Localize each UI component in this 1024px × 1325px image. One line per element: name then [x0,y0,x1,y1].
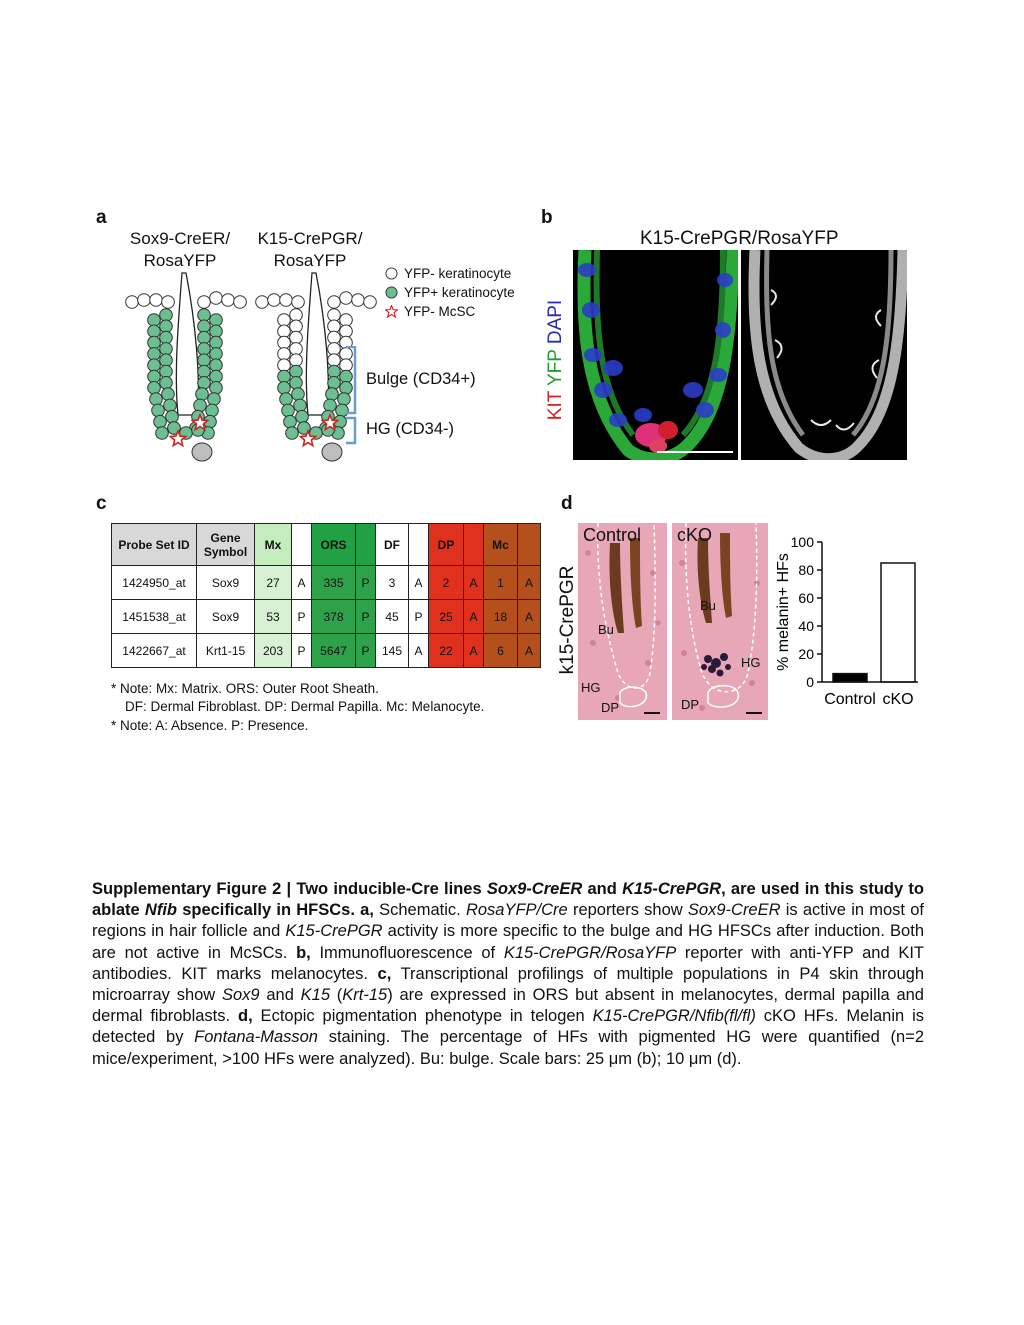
keratinocyte-cell [290,331,303,344]
table-cell: A [292,566,312,600]
melanin-bar-chart [770,525,930,715]
table-cell: Sox9 [197,566,255,600]
hg-label-control: HG [581,680,601,695]
caption-bold-it2: K15-CrePGR [622,880,722,898]
keratinocyte-cell [290,320,303,333]
keratinocyte-cell [256,296,269,309]
table-cell: A [518,600,541,634]
cko-image-label: cKO [677,525,713,545]
panel-d-label: d [561,493,573,514]
expression-table [111,523,541,668]
dermal-papilla [322,443,342,461]
bu-label-cko: Bu [700,598,716,613]
table-row [112,600,541,634]
table-cell: 5647 [312,634,356,668]
green-circle-icon [385,286,398,299]
keratinocyte-cell [328,309,341,322]
keratinocyte-cell [198,296,211,309]
caption-i9: Fontana-Masson [194,1028,318,1047]
keratinocyte-cell [154,415,167,428]
hg-label-cko: HG [741,655,761,670]
caption-t12: cKO HFs. Melanin is detected by [92,1007,924,1047]
table-header-row [112,524,541,566]
stain-yfp: YFP [545,349,566,387]
table-cell: A [409,634,429,668]
table-cell: 203 [255,634,292,668]
legend-yfp-neg [385,266,511,281]
y-tick-label: 60 [798,590,814,606]
genotype-sox9-line1: Sox9-CreER/ [129,229,231,248]
keratinocyte-cell [162,388,175,401]
keratinocyte-cell [148,348,161,361]
genotype-k15-line2: RosaYFP [273,251,347,270]
keratinocyte-cell [290,354,303,367]
note-abbrev-2: DF: Dermal Fibroblast. DP: Dermal Papilla. Mc: Melanocyte. [125,699,485,714]
table-cell: P [409,600,429,634]
legend-mcsc-text: YFP- McSC [404,304,476,319]
keratinocyte-cell [148,314,161,327]
caption-t13: staining. The percentage of HFs with pigmented HG were quantified (n=2 mice/experiment, >100 HFs were analyzed). Bu: bulge. Scale bars: 25 μm (b); 10 μm (d). [92,1028,924,1068]
caption-i4: K15-CrePGR/RosaYFP [503,943,677,962]
keratinocyte-cell [328,365,341,378]
legend-yfp-pos-text: YFP+ keratinocyte [404,285,515,300]
hair-shaft [176,273,198,415]
bulge-label: Bulge (CD34+) [366,370,476,388]
stain-label [541,290,571,430]
table-cell: Sox9 [197,600,255,634]
hg-label: HG (CD34-) [366,420,455,438]
keratinocyte-cell [208,393,221,406]
keratinocyte-cell [294,399,307,412]
keratinocyte-cell [282,404,295,417]
keratinocyte-cell [198,365,211,378]
caption-t1: Schematic. [373,901,466,920]
keratinocyte-cell [198,377,211,390]
table-cell: P [356,566,376,600]
keratinocyte-cell [160,331,173,344]
table-cell: 2 [429,566,464,600]
caption-i3: K15-CrePGR [285,922,383,941]
header-mc: Mc [484,524,518,566]
panel-c-label: c [96,493,107,514]
header-dp-call [464,524,484,566]
table-cell: 335 [312,566,356,600]
panel-b-label: b [541,207,553,228]
caption-bold-mid2: , are used in this study to ablate [92,880,924,920]
note-calls: * Note: A: Absence. P: Presence. [111,718,309,733]
caption-t5: Immunofluorescence of [310,943,504,962]
keratinocyte-cell [194,399,207,412]
keratinocyte-cell [150,393,163,406]
table-cell: P [356,634,376,668]
caption-t7: Transcriptional profilings of multiple populations in P4 skin through microarray show [92,964,924,1005]
keratinocyte-cell [160,320,173,333]
table-cell: 1 [484,566,518,600]
caption-i5: Sox9 [221,986,260,1005]
keratinocyte-cell [268,294,281,307]
table-cell: Krt1-15 [197,634,255,668]
keratinocyte-cell [278,382,291,395]
caption-b4: d, [238,1007,253,1026]
keratinocyte-cell [210,292,223,305]
table-cell: A [464,600,484,634]
caption-t9: ( [330,986,343,1005]
keratinocyte-cell [206,404,219,417]
header-mx-call [292,524,312,566]
d-side-label-text: k15-CrePGR [557,565,578,675]
table-cell: 22 [429,634,464,668]
table-cell: 53 [255,600,292,634]
keratinocyte-cell [278,370,291,383]
header-mx: Mx [255,524,292,566]
keratinocyte-cell [166,410,179,423]
x-tick-label: Control [824,691,876,708]
caption-bold-mid3: specifically in HFSCs. a, [176,901,374,920]
keratinocyte-cell [296,410,309,423]
keratinocyte-cell [164,399,177,412]
header-dp: DP [429,524,464,566]
caption-i1: RosaYFP/Cre [465,901,568,920]
table-cell: 145 [376,634,409,668]
caption-bold-it1: Sox9-CreER [486,880,583,898]
caption-t6: reporter with anti-YFP and KIT antibodies. KIT marks melanocytes. [92,943,925,983]
x-tick-label: cKO [882,691,914,708]
table-cell: 3 [376,566,409,600]
panel-b-title: K15-CrePGR/RosaYFP [640,228,839,249]
keratinocyte-cell [290,309,303,322]
keratinocyte-cell [198,309,211,322]
keratinocyte-cell [150,294,163,307]
caption-i7: Krt-15 [342,986,388,1005]
keratinocyte-cell [210,348,223,361]
keratinocyte-cell [286,427,299,440]
keratinocyte-cell [278,348,291,361]
bar-control [833,674,867,682]
caption-t10: ) are expressed in ORS but absent in melanocytes, dermal papilla and dermal fibroblasts. [92,986,924,1026]
keratinocyte-cell [160,377,173,390]
keratinocyte-cell [328,377,341,390]
keratinocyte-cell [292,388,305,401]
keratinocyte-cell [148,359,161,372]
keratinocyte-cell [156,427,169,440]
keratinocyte-cell [222,294,235,307]
keratinocyte-cell [152,404,165,417]
keratinocyte-cell [234,296,247,309]
keratinocyte-cell [328,320,341,333]
table-cell: P [292,634,312,668]
keratinocyte-cell [148,336,161,349]
caption-t3: is active in most of regions in hair follicle and [92,901,924,941]
table-cell: A [518,634,541,668]
keratinocyte-cell [364,296,377,309]
keratinocyte-cell [340,292,353,305]
table-cell: 45 [376,600,409,634]
bulge-hg-brackets [344,346,364,446]
keratinocyte-cell [198,320,211,333]
table-cell: 18 [484,600,518,634]
stain-dapi: DAPI [545,299,566,345]
caption-i2: Sox9-CreER [687,901,781,920]
keratinocyte-cell [198,354,211,367]
keratinocyte-cell [278,325,291,338]
legend-yfp-neg-text: YFP- keratinocyte [404,266,512,281]
caption-bold-it3: Nfib [144,901,177,920]
follicle-sox9 [126,273,247,461]
keratinocyte-cell [290,377,303,390]
caption-b3: c, [377,964,392,983]
table-cell: 6 [484,634,518,668]
table-cell: A [409,566,429,600]
keratinocyte-cell [210,336,223,349]
yfp-grayscale-image [741,250,907,460]
caption-t11: Ectopic pigmentation phenotype in telogen [252,1007,593,1026]
white-circle-icon [385,267,398,280]
keratinocyte-cell [160,365,173,378]
keratinocyte-cell [352,294,365,307]
header-df-call [409,524,429,566]
caption-t8: and [259,986,301,1005]
keratinocyte-cell [326,388,339,401]
keratinocyte-cell [210,370,223,383]
merged-immunofluorescence [573,250,738,460]
y-axis-label: % melanin+ HFs [775,553,792,671]
keratinocyte-cell [148,382,161,395]
header-gene: Gene Symbol [197,524,255,566]
figure-caption [92,879,924,1070]
table-body [112,566,541,668]
dermal-papilla [192,443,212,461]
keratinocyte-cell [210,359,223,372]
keratinocyte-cell [340,314,353,327]
keratinocyte-cell [290,365,303,378]
genotype-sox9-line2: RosaYFP [143,251,217,270]
table-cell: A [464,566,484,600]
red-star-icon [385,305,398,318]
header-ors-call [356,524,376,566]
keratinocyte-cell [280,393,293,406]
keratinocyte-cell [328,343,341,356]
caption-t2: reporters show [567,901,688,920]
keratinocyte-cell [138,294,151,307]
genotype-k15-line1: K15-CrePGR/ [257,229,363,248]
stain-kit: KIT [545,390,566,421]
keratinocyte-cell [196,388,209,401]
bu-label-control: Bu [598,622,614,637]
table-row [112,634,541,668]
table-cell: 1424950_at [112,566,197,600]
keratinocyte-cell [280,294,293,307]
header-mc-call [518,524,541,566]
header-probe: Probe Set ID [112,524,197,566]
keratinocyte-cell [284,415,297,428]
keratinocyte-cell [278,359,291,372]
dp-label-cko: DP [681,697,700,712]
caption-bold-mid1: and [582,880,623,898]
y-tick-label: 100 [790,534,814,550]
y-tick-label: 20 [798,646,814,662]
keratinocyte-cell [198,343,211,356]
hair-shaft [306,273,328,415]
keratinocyte-cell [324,399,337,412]
keratinocyte-cell [278,314,291,327]
keratinocyte-cell [160,343,173,356]
table-cell: 1422667_at [112,634,197,668]
caption-i8: K15-CrePGR/Nfib(fl/fl) [592,1007,756,1026]
keratinocyte-cell [162,296,175,309]
note-abbrev-1: * Note: Mx: Matrix. ORS: Outer Root Sheath. [111,681,379,696]
keratinocyte-cell [278,336,291,349]
keratinocyte-cell [148,325,161,338]
table-cell: 1451538_at [112,600,197,634]
legend-mcsc [385,304,475,319]
cko-histology-image [672,523,768,720]
keratinocyte-cell [210,314,223,327]
y-tick-label: 80 [798,562,814,578]
legend-yfp-pos [385,285,515,300]
caption-b2: b, [296,943,311,962]
keratinocyte-cell [328,296,341,309]
keratinocyte-cell [210,382,223,395]
table-cell: A [518,566,541,600]
caption-t4: activity is more specific to the bulge and HG HFSCs after induction. Both are not active in McSCs. [92,922,924,962]
bar-cko [881,563,915,682]
keratinocyte-cell [148,370,161,383]
keratinocyte-cell [160,309,173,322]
table-cell: P [292,600,312,634]
keratinocyte-cell [160,354,173,367]
y-tick-label: 0 [806,674,814,690]
table-cell: P [356,600,376,634]
keratinocyte-cell [198,331,211,344]
table-cell: 27 [255,566,292,600]
caption-bold-lead: Supplementary Figure 2 | Two inducible-Cre lines [92,880,487,898]
table-cell: 378 [312,600,356,634]
keratinocyte-cell [292,296,305,309]
header-ors: ORS [312,524,356,566]
caption-i6: K15 [300,986,331,1005]
panel-a-label: a [96,207,107,228]
keratinocyte-cell [340,325,353,338]
table-row [112,566,541,600]
keratinocyte-cell [328,354,341,367]
table-cell: A [464,634,484,668]
y-tick-label: 40 [798,618,814,634]
keratinocyte-cell [210,325,223,338]
dp-label-control: DP [601,700,620,715]
table-cell: 25 [429,600,464,634]
control-image-label: Control [583,525,642,545]
keratinocyte-cell [290,343,303,356]
header-df: DF [376,524,409,566]
keratinocyte-cell [126,296,139,309]
keratinocyte-cell [328,331,341,344]
